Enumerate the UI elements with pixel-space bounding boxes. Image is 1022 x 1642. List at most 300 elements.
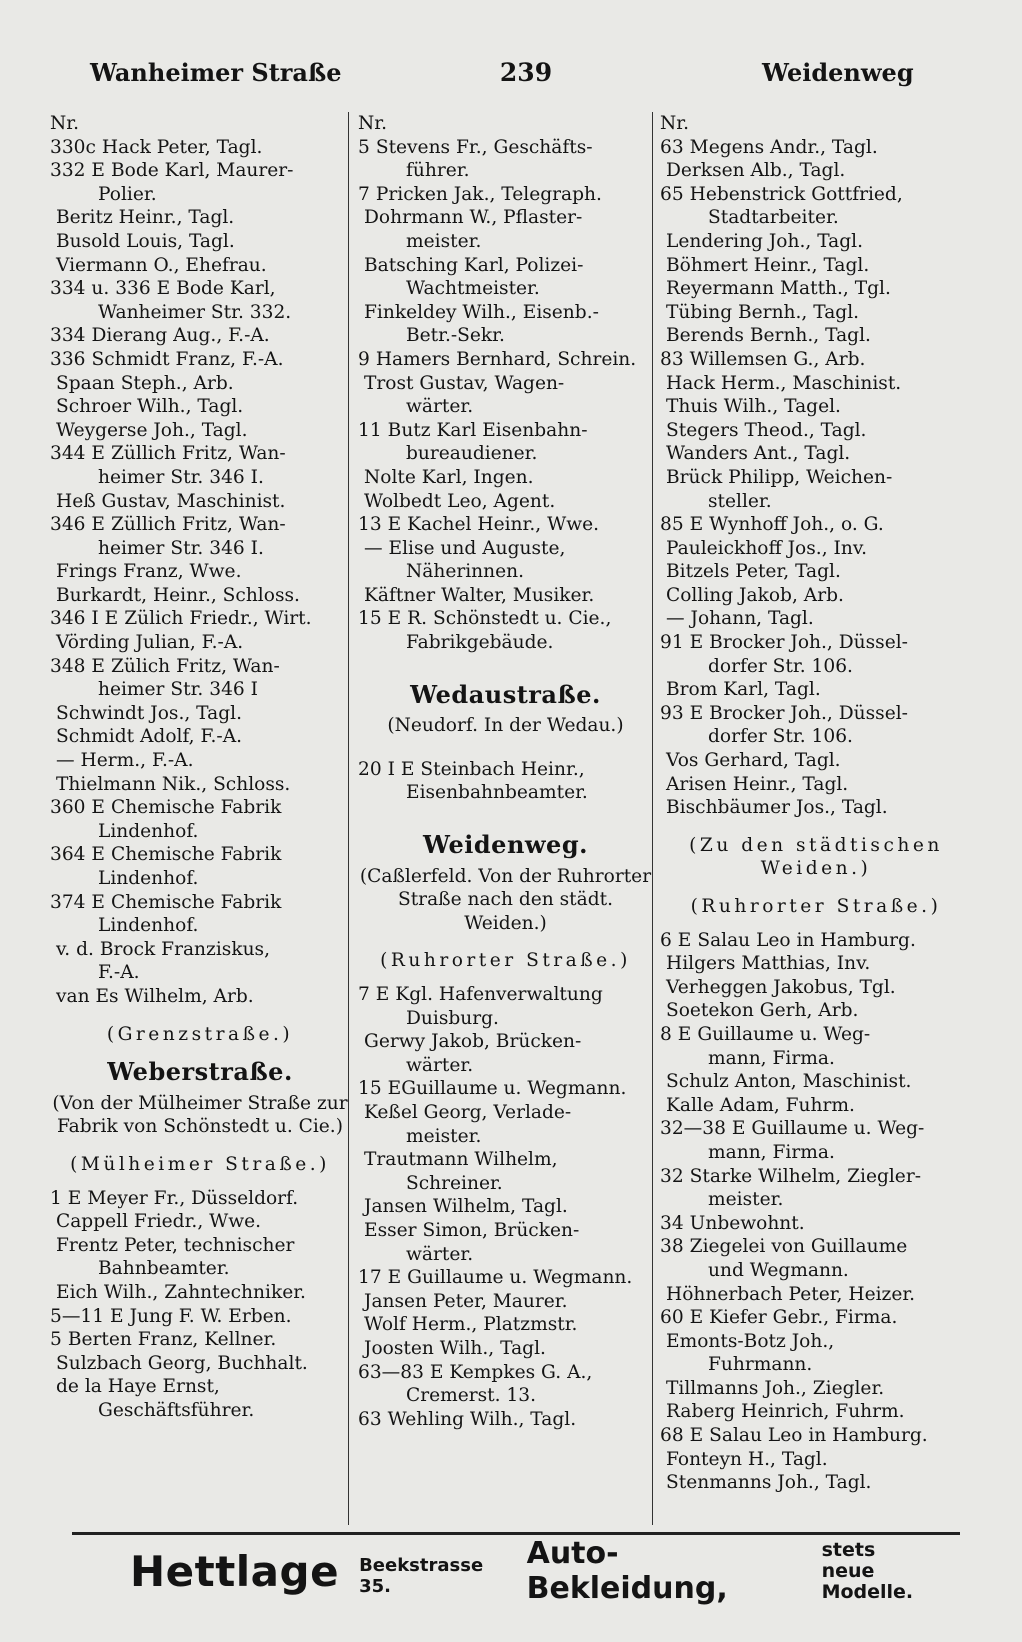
resident-text: Butz Karl Eisenbahn- bbox=[387, 419, 588, 441]
resident-text: Frentz Peter, technischer bbox=[56, 1234, 295, 1256]
directory-entry bbox=[660, 395, 972, 419]
house-number: 93 E bbox=[660, 702, 704, 724]
directory-entry bbox=[660, 372, 972, 396]
directory-entry bbox=[50, 159, 350, 183]
directory-entry-continuation bbox=[358, 1172, 653, 1196]
resident-text: Züllich Fritz, Wan- bbox=[110, 443, 286, 465]
directory-entry-continuation bbox=[358, 560, 653, 584]
nr-label: Nr. bbox=[50, 113, 80, 134]
resident-text: v. d. Brock Franziskus, bbox=[56, 938, 271, 960]
directory-entry-continuation bbox=[50, 301, 350, 325]
directory-entry bbox=[50, 843, 350, 867]
resident-text: — Elise und Auguste, bbox=[364, 537, 566, 559]
directory-entry bbox=[50, 1234, 350, 1258]
house-number: 6 E bbox=[660, 929, 692, 951]
directory-entry bbox=[660, 1094, 972, 1118]
directory-entry-continuation bbox=[660, 1141, 972, 1165]
directory-entry bbox=[660, 230, 972, 254]
directory-entry bbox=[660, 1377, 972, 1401]
directory-entry bbox=[660, 929, 972, 953]
directory-entry bbox=[50, 560, 350, 584]
resident-text: Berten Franz, Kellner. bbox=[67, 1329, 277, 1351]
advertisement bbox=[130, 1536, 930, 1606]
house-number: 364 E bbox=[50, 844, 105, 866]
resident-text: Busold Louis, Tagl. bbox=[56, 230, 235, 252]
resident-text: Spaan Steph., Arb. bbox=[56, 372, 234, 394]
resident-text: Bode Karl, bbox=[176, 278, 276, 300]
directory-entry bbox=[50, 1328, 350, 1352]
resident-text: Weygerse Joh., Tagl. bbox=[56, 419, 248, 441]
directory-entry-continuation bbox=[660, 655, 972, 679]
entry-list bbox=[50, 136, 350, 1009]
resident-text: — Herm., F.-A. bbox=[56, 750, 194, 772]
directory-entry bbox=[358, 1290, 653, 1314]
directory-entry-continuation bbox=[50, 466, 350, 490]
directory-entry bbox=[50, 796, 350, 820]
directory-entry bbox=[358, 607, 653, 631]
directory-entry bbox=[660, 976, 972, 1000]
resident-text: dorfer Str. 106. bbox=[708, 726, 853, 748]
resident-text: Lendering Joh., Tagl. bbox=[666, 230, 864, 252]
resident-text: Wanheimer Str. 332. bbox=[98, 301, 292, 323]
resident-text: Guillaume u. Weg- bbox=[751, 1118, 925, 1140]
resident-text: Bischbäumer Jos., Tagl. bbox=[666, 797, 888, 819]
house-number: 63—83 E bbox=[358, 1361, 444, 1383]
house-number: 34 bbox=[660, 1212, 684, 1234]
house-number: 1 E bbox=[50, 1187, 82, 1209]
resident-text: Vörding Julian, F.-A. bbox=[56, 632, 244, 654]
resident-text: Stenmanns Joh., Tagl. bbox=[666, 1472, 872, 1494]
resident-text: Burkardt, Heinr., Schloss. bbox=[56, 584, 300, 606]
street-heading: Weberstraße. bbox=[107, 1057, 293, 1087]
resident-text: — Johann, Tagl. bbox=[666, 608, 814, 630]
directory-entry bbox=[660, 1306, 972, 1330]
resident-text: Hack Peter, Tagl. bbox=[101, 136, 263, 158]
street-description: (Von der Mülheimer Straße zur Fabrik von Schönstedt u. Cie.) bbox=[52, 1092, 348, 1138]
directory-entry-continuation bbox=[358, 442, 653, 466]
directory-entry bbox=[660, 159, 972, 183]
directory-entry-continuation bbox=[358, 781, 653, 805]
resident-text: Wynhoff Joh., o. G. bbox=[709, 514, 884, 536]
resident-text: Steinbach Heinr., bbox=[420, 758, 585, 780]
nr-label: Nr. bbox=[660, 113, 690, 134]
resident-text: heimer Str. 346 I. bbox=[98, 537, 264, 559]
directory-entry bbox=[660, 466, 972, 490]
directory-entry bbox=[358, 419, 653, 443]
directory-entry bbox=[358, 758, 653, 782]
directory-entry bbox=[660, 136, 972, 160]
street-heading: Wedaustraße. bbox=[410, 679, 601, 709]
resident-text: Polier. bbox=[98, 183, 157, 205]
resident-text: Salau Leo in Hamburg. bbox=[709, 1425, 928, 1447]
resident-text: de la Haye Ernst, bbox=[56, 1376, 220, 1398]
resident-text: Dierang Aug., F.-A. bbox=[91, 325, 270, 347]
directory-entry bbox=[660, 277, 972, 301]
ad-slogan: Auto-Bekleidung, bbox=[526, 1536, 728, 1606]
directory-entry bbox=[50, 1375, 350, 1399]
resident-text: Jansen Wilhelm, Tagl. bbox=[364, 1196, 568, 1218]
running-head bbox=[90, 58, 962, 98]
directory-entry bbox=[660, 678, 972, 702]
street-description: (Caßlerfeld. Von der Ruhrorter Straße nach den städt. Weiden.) bbox=[359, 865, 652, 934]
directory-entry-continuation bbox=[358, 1007, 653, 1031]
directory-entry bbox=[50, 442, 350, 466]
directory-entry-continuation bbox=[50, 914, 350, 938]
house-number: 91 E bbox=[660, 632, 704, 654]
directory-entry bbox=[358, 254, 653, 278]
resident-text: Geschäftsführer. bbox=[98, 1399, 255, 1421]
directory-entry bbox=[50, 584, 350, 608]
resident-text: Keßel Georg, Verlade- bbox=[364, 1101, 572, 1123]
resident-text: Eisenbahnbeamter. bbox=[406, 782, 588, 804]
resident-text: Verheggen Jakobus, Tgl. bbox=[666, 976, 896, 998]
resident-text: dorfer Str. 106. bbox=[708, 655, 853, 677]
directory-entry bbox=[358, 206, 653, 230]
resident-text: Beritz Heinr., Tagl. bbox=[56, 207, 235, 229]
resident-text: Chemische Fabrik bbox=[110, 797, 282, 819]
resident-text: Böhmert Heinr., Tagl. bbox=[666, 254, 870, 276]
resident-text: R. Schönstedt u. Cie., bbox=[407, 608, 612, 630]
resident-text: Frings Franz, Wwe. bbox=[56, 561, 242, 583]
directory-entry bbox=[358, 1266, 653, 1290]
directory-entry bbox=[660, 1471, 972, 1495]
resident-text: Tillmanns Joh., Ziegler. bbox=[666, 1377, 885, 1399]
resident-text: Megens Andr., Tagl. bbox=[689, 136, 878, 158]
resident-text: mann, Firma. bbox=[708, 1141, 835, 1163]
cross-reference: (Ruhrorter Straße.) bbox=[380, 950, 631, 972]
resident-text: Fabrikgebäude. bbox=[406, 632, 554, 654]
house-number: 334 bbox=[50, 325, 86, 347]
house-number: 5 bbox=[358, 136, 370, 158]
resident-text: Schwindt Jos., Tagl. bbox=[56, 702, 242, 724]
resident-text: Fuhrmann. bbox=[708, 1354, 813, 1376]
house-number: 344 E bbox=[50, 443, 105, 465]
directory-entry bbox=[660, 631, 972, 655]
directory-entry bbox=[660, 419, 972, 443]
directory-entry-continuation bbox=[358, 1054, 653, 1078]
resident-text: Trautmann Wilhelm, bbox=[364, 1149, 558, 1171]
directory-entry bbox=[358, 1101, 653, 1125]
resident-text: Kachel Heinr., Wwe. bbox=[407, 514, 600, 536]
directory-entry bbox=[50, 254, 350, 278]
resident-text: EGuillaume u. Wegmann. bbox=[387, 1078, 627, 1100]
resident-text: Sulzbach Georg, Buchhalt. bbox=[56, 1352, 308, 1374]
directory-entry bbox=[50, 206, 350, 230]
house-number: 63 bbox=[660, 136, 684, 158]
directory-entry-continuation bbox=[50, 537, 350, 561]
house-number: 32—38 E bbox=[660, 1118, 746, 1140]
directory-entry bbox=[660, 1023, 972, 1047]
directory-entry bbox=[50, 607, 350, 631]
resident-text: Dohrmann W., Pflaster- bbox=[364, 207, 583, 229]
directory-entry-continuation bbox=[50, 678, 350, 702]
resident-text: Wanders Ant., Tagl. bbox=[666, 443, 851, 465]
directory-entry-continuation bbox=[358, 159, 653, 183]
entry-list bbox=[358, 758, 653, 805]
entry-list bbox=[358, 136, 653, 655]
resident-text: Lindenhof. bbox=[98, 820, 199, 842]
house-number: 346 E bbox=[50, 514, 105, 536]
resident-text: Züllich Fritz, Wan- bbox=[110, 514, 286, 536]
directory-entry bbox=[50, 136, 350, 160]
resident-text: Finkeldey Wilh., Eisenb.- bbox=[364, 301, 599, 323]
directory-entry bbox=[660, 796, 972, 820]
directory-entry bbox=[660, 1165, 972, 1189]
directory-entry bbox=[358, 537, 653, 561]
directory-entry-continuation bbox=[358, 277, 653, 301]
resident-text: Brocker Joh., Düssel- bbox=[709, 702, 908, 724]
resident-text: Schmidt Adolf, F.-A. bbox=[56, 726, 243, 748]
directory-entry-continuation bbox=[660, 1188, 972, 1212]
directory-entry bbox=[358, 466, 653, 490]
house-number: 68 E bbox=[660, 1425, 704, 1447]
directory-entry bbox=[50, 725, 350, 749]
directory-entry bbox=[660, 1212, 972, 1236]
directory-entry-continuation bbox=[50, 820, 350, 844]
house-number: 348 E bbox=[50, 655, 105, 677]
resident-text: Eich Wilh., Zahntechniker. bbox=[56, 1281, 306, 1303]
directory-entry bbox=[358, 1219, 653, 1243]
resident-text: führer. bbox=[406, 160, 470, 182]
entry-list bbox=[660, 136, 972, 820]
directory-entry-continuation bbox=[660, 490, 972, 514]
directory-entry bbox=[358, 301, 653, 325]
directory-entry bbox=[50, 1187, 350, 1211]
resident-text: Käftner Walter, Musiker. bbox=[364, 584, 595, 606]
directory-entry bbox=[358, 584, 653, 608]
resident-text: Stevens Fr., Geschäfts- bbox=[375, 136, 593, 158]
resident-text: wärter. bbox=[406, 1054, 474, 1076]
ad-address: Beekstrasse 35. bbox=[359, 1555, 484, 1597]
directory-entry bbox=[660, 513, 972, 537]
resident-text: Wehling Wilh., Tagl. bbox=[387, 1408, 577, 1430]
house-number: 9 bbox=[358, 348, 370, 370]
resident-text: Kgl. Hafenverwaltung bbox=[395, 984, 603, 1005]
resident-text: meister. bbox=[406, 230, 482, 252]
directory-entry-continuation bbox=[358, 324, 653, 348]
directory-entry bbox=[660, 1070, 972, 1094]
resident-text: Cappell Friedr., Wwe. bbox=[56, 1211, 262, 1233]
directory-entry-continuation bbox=[358, 631, 653, 655]
resident-text: Meyer Fr., Düsseldorf. bbox=[87, 1187, 299, 1209]
directory-entry bbox=[660, 773, 972, 797]
resident-text: Cremerst. 13. bbox=[406, 1385, 537, 1407]
directory-entry bbox=[660, 749, 972, 773]
house-number: 17 bbox=[358, 1267, 382, 1289]
house-number: 15 E bbox=[358, 608, 402, 630]
resident-text: Kalle Adam, Fuhrm. bbox=[666, 1094, 855, 1116]
directory-entry-continuation bbox=[50, 961, 350, 985]
house-number: 8 E bbox=[660, 1023, 692, 1045]
resident-text: und Wegmann. bbox=[708, 1259, 849, 1281]
house-number: 332 E bbox=[50, 160, 105, 182]
directory-entry bbox=[660, 1400, 972, 1424]
resident-text: Bitzels Peter, Tagl. bbox=[666, 561, 841, 583]
resident-text: Emonts-Botz Joh., bbox=[666, 1330, 835, 1352]
resident-text: Schmidt Franz, F.-A. bbox=[91, 348, 284, 370]
directory-entry bbox=[358, 513, 653, 537]
house-number: 360 E bbox=[50, 797, 105, 819]
directory-entry bbox=[358, 1337, 653, 1361]
directory-entry-continuation bbox=[50, 183, 350, 207]
resident-text: Bode Karl, Maurer- bbox=[110, 160, 294, 182]
house-number: 65 bbox=[660, 183, 684, 205]
directory-entry bbox=[660, 537, 972, 561]
directory-entry bbox=[358, 1195, 653, 1219]
directory-entry bbox=[358, 1030, 653, 1054]
resident-text: Schulz Anton, Maschinist. bbox=[666, 1071, 912, 1093]
directory-entry bbox=[358, 490, 653, 514]
resident-text: Zülich Fritz, Wan- bbox=[110, 655, 280, 677]
column-1 bbox=[50, 112, 350, 1422]
directory-entry-continuation bbox=[660, 1259, 972, 1283]
resident-text: Willemsen G., Arb. bbox=[689, 348, 866, 370]
resident-text: Wolf Herm., Platzmstr. bbox=[364, 1314, 578, 1336]
header-left-street: Wanheimer Straße bbox=[90, 58, 342, 87]
resident-text: Trost Gustav, Wagen- bbox=[364, 372, 565, 394]
resident-text: Lindenhof. bbox=[98, 915, 199, 937]
directory-entry bbox=[50, 938, 350, 962]
directory-entry bbox=[358, 1313, 653, 1337]
resident-text: Kiefer Gebr., Firma. bbox=[709, 1307, 898, 1329]
cross-reference: (Zu den städtischen Weiden.) bbox=[689, 834, 943, 880]
directory-entry bbox=[660, 1448, 972, 1472]
resident-text: Jansen Peter, Maurer. bbox=[364, 1290, 568, 1312]
directory-entry bbox=[660, 584, 972, 608]
house-number: 13 E bbox=[358, 514, 402, 536]
resident-text: Näherinnen. bbox=[406, 561, 525, 583]
ad-models bbox=[822, 1540, 930, 1603]
resident-text: Berends Bernh., Tagl. bbox=[666, 325, 871, 347]
resident-text: Viermann O., Ehefrau. bbox=[56, 254, 267, 276]
directory-entry bbox=[50, 631, 350, 655]
resident-text: van Es Wilhelm, Arb. bbox=[56, 985, 254, 1007]
house-number: 85 E bbox=[660, 514, 704, 536]
resident-text: Starke Wilhelm, Ziegler- bbox=[689, 1165, 921, 1187]
directory-entry-continuation bbox=[660, 725, 972, 749]
ad-brand: Hettlage bbox=[130, 1546, 340, 1596]
directory-entry bbox=[660, 702, 972, 726]
resident-text: Jung F. W. Erben. bbox=[129, 1305, 292, 1327]
directory-entry bbox=[358, 1148, 653, 1172]
resident-text: bureaudiener. bbox=[406, 443, 538, 465]
directory-entry bbox=[660, 1424, 972, 1448]
directory-entry-continuation bbox=[660, 1353, 972, 1377]
resident-text: Gerwy Jakob, Brücken- bbox=[364, 1031, 582, 1053]
directory-entry bbox=[50, 749, 350, 773]
house-number: 346 I E bbox=[50, 608, 119, 630]
directory-entry bbox=[50, 395, 350, 419]
nr-label: Nr. bbox=[358, 113, 388, 134]
directory-entry bbox=[50, 230, 350, 254]
house-number: 11 bbox=[358, 419, 382, 441]
resident-text: Kempkes G. A., bbox=[449, 1361, 593, 1383]
directory-entry-continuation bbox=[358, 1125, 653, 1149]
resident-text: Zülich Friedr., Wirt. bbox=[124, 608, 312, 630]
directory-entry bbox=[660, 1330, 972, 1354]
directory-entry bbox=[660, 324, 972, 348]
header-right-street: Weidenweg bbox=[762, 58, 914, 87]
resident-text: Esser Simon, Brücken- bbox=[364, 1219, 580, 1241]
cross-reference: (Mülheimer Straße.) bbox=[70, 1153, 330, 1175]
resident-text: Batsching Karl, Polizei- bbox=[364, 254, 584, 276]
directory-entry bbox=[660, 999, 972, 1023]
resident-text: Guillaume u. Weg- bbox=[697, 1023, 871, 1045]
resident-text: Lindenhof. bbox=[98, 868, 199, 889]
directory-entry bbox=[660, 1117, 972, 1141]
resident-text: Vos Gerhard, Tagl. bbox=[666, 750, 841, 772]
directory-entry bbox=[660, 1283, 972, 1307]
directory-entry bbox=[358, 1077, 653, 1101]
directory-entry bbox=[660, 1235, 972, 1259]
entry-list bbox=[50, 1187, 350, 1423]
resident-text: Bahnbeamter. bbox=[98, 1258, 230, 1280]
directory-entry-continuation bbox=[358, 1243, 653, 1267]
resident-text: wärter. bbox=[406, 1243, 474, 1265]
directory-entry bbox=[660, 183, 972, 207]
house-number: 334 u. 336 E bbox=[50, 278, 171, 300]
resident-text: mann, Firma. bbox=[708, 1047, 835, 1069]
directory-entry-continuation bbox=[50, 1257, 350, 1281]
house-number: 32 bbox=[660, 1165, 684, 1187]
directory-entry bbox=[660, 560, 972, 584]
resident-text: Stadtarbeiter. bbox=[708, 207, 839, 229]
street-heading: Weidenweg. bbox=[423, 830, 588, 860]
resident-text: Betr.-Sekr. bbox=[406, 325, 505, 347]
directory-entry bbox=[50, 277, 350, 301]
resident-text: Schroer Wilh., Tagl. bbox=[56, 396, 244, 418]
directory-entry bbox=[50, 1352, 350, 1376]
resident-text: Hack Herm., Maschinist. bbox=[666, 372, 902, 394]
resident-text: Raberg Heinrich, Fuhrm. bbox=[666, 1401, 905, 1423]
resident-text: Pauleickhoff Jos., Inv. bbox=[666, 537, 868, 559]
directory-entry bbox=[50, 773, 350, 797]
resident-text: Chemische Fabrik bbox=[110, 844, 282, 866]
directory-entry-continuation bbox=[50, 867, 350, 891]
directory-entry bbox=[660, 348, 972, 372]
directory-entry bbox=[50, 513, 350, 537]
resident-text: Thuis Wilh., Tagel. bbox=[666, 396, 841, 418]
resident-text: Thielmann Nik., Schloss. bbox=[56, 773, 291, 795]
resident-text: Unbewohnt. bbox=[689, 1212, 805, 1234]
directory-entry bbox=[660, 301, 972, 325]
resident-text: Duisburg. bbox=[406, 1007, 499, 1029]
resident-text: Derksen Alb., Tagl. bbox=[666, 160, 846, 182]
resident-text: meister. bbox=[708, 1189, 784, 1211]
house-number: 5—11 E bbox=[50, 1305, 124, 1327]
directory-entry-continuation bbox=[660, 206, 972, 230]
house-number: 38 bbox=[660, 1236, 684, 1258]
directory-entry bbox=[358, 348, 653, 372]
resident-text: Brück Philipp, Weichen- bbox=[666, 466, 893, 488]
directory-entry bbox=[50, 1210, 350, 1234]
cross-reference: (Ruhrorter Straße.) bbox=[690, 896, 942, 917]
directory-entry bbox=[50, 324, 350, 348]
resident-text: Ziegelei von Guillaume bbox=[689, 1236, 908, 1258]
house-number: 7 E bbox=[358, 984, 390, 1005]
house-number: 336 bbox=[50, 348, 86, 370]
directory-entry bbox=[50, 490, 350, 514]
resident-text: Reyermann Matth., Tgl. bbox=[666, 278, 891, 300]
resident-text: Schreiner. bbox=[406, 1172, 503, 1194]
house-number: 374 E bbox=[50, 891, 105, 913]
ad-models-line1: stets neue bbox=[821, 1538, 876, 1582]
resident-text: Colling Jakob, Arb. bbox=[666, 584, 844, 606]
resident-text: Chemische Fabrik bbox=[110, 891, 282, 913]
house-number: 20 I E bbox=[358, 758, 415, 780]
resident-text: Wachtmeister. bbox=[406, 278, 540, 300]
directory-entry-continuation bbox=[358, 230, 653, 254]
